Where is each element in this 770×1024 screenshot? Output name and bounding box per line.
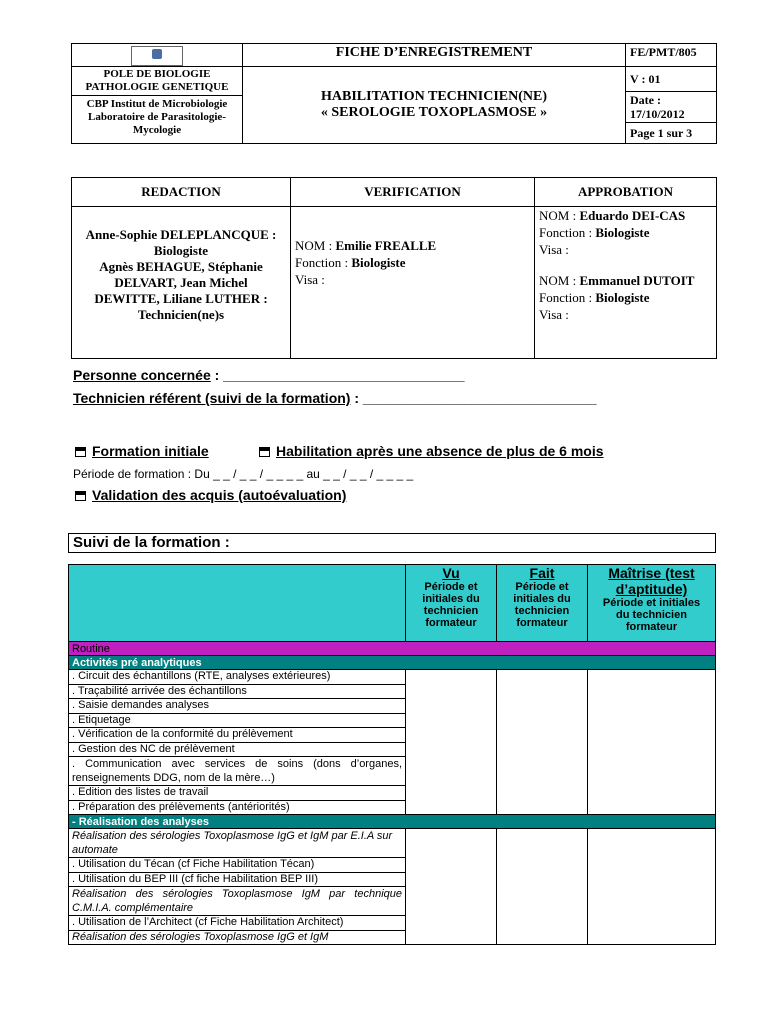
appr1-nom: NOM : Eduardo DEI-CAS [539, 208, 686, 223]
maitrise-cell[interactable] [588, 829, 716, 945]
header-blank-cell [69, 565, 406, 642]
date-label: Date : [630, 93, 661, 107]
approval-table [71, 177, 717, 359]
personne-blank: : _______________________________ [210, 367, 465, 383]
habilitation-absence-label: Habilitation après une absence de plus de 6 mois [276, 443, 604, 459]
lab-line3: Mycologie [132, 124, 182, 136]
suivi-title: Suivi de la formation : [68, 533, 716, 553]
validation-acquis-option[interactable] [75, 487, 346, 503]
vu-cell[interactable] [406, 670, 497, 815]
list-item: . Utilisation du BEP III (cf fiche Habilitation BEP III) [69, 873, 405, 888]
title-cell [243, 67, 626, 144]
redaction-line1: Anne-Sophie DELEPLANCQUE : [85, 227, 277, 242]
list-item: . Edition des listes de travail [69, 786, 405, 801]
follow-up-table [68, 564, 716, 945]
list-item: Réalisation des sérologies Toxoplasmose IgM par technique C.M.I.A. complémentaire [69, 887, 405, 916]
list-item: . Gestion des NC de prélèvement [69, 743, 405, 758]
header-table [71, 43, 717, 144]
approbation-cell [535, 207, 717, 359]
list-item: . Préparation des prélèvements (antériorités) [72, 800, 290, 813]
verif-nom: NOM : Emilie FREALLE [295, 238, 437, 253]
pre-items-cell [69, 670, 406, 815]
doc-ref: FE/PMT/805 [626, 44, 717, 67]
hospital-logo [131, 46, 183, 66]
org-line2: PATHOLOGIE GENETIQUE [72, 81, 242, 96]
list-item: . Saisie demandes analyses [69, 699, 405, 714]
list-item: . Utilisation de l’Architect (cf Fiche Habilitation Architect) [69, 916, 405, 931]
verif-visa: Visa : [295, 272, 325, 287]
logo-cell [72, 44, 243, 67]
checkbox-icon[interactable] [259, 447, 270, 457]
organisation-cell [72, 67, 243, 144]
technicien-referent-field[interactable] [73, 390, 597, 406]
redaction-cell [72, 207, 291, 359]
validation-acquis-label: Validation des acquis (autoévaluation) [92, 487, 347, 503]
col-approbation: APPROBATION [535, 178, 717, 207]
list-item: . Utilisation du Técan (cf Fiche Habilitation Técan) [69, 858, 405, 873]
col-vu: Vu Période et initiales du technicien formateur [406, 565, 497, 642]
col-fait: Fait Période et initiales du technicien formateur [497, 565, 588, 642]
appr2-fonction: Fonction : Biologiste [539, 290, 650, 305]
col-redaction: REDACTION [72, 178, 291, 207]
personne-concernee-field[interactable] [73, 367, 465, 383]
maitrise-cell[interactable] [588, 670, 716, 815]
org-line1: POLE DE BIOLOGIE [103, 68, 211, 80]
list-item: . Traçabilité arrivée des échantillons [69, 685, 405, 700]
appr1-visa: Visa : [539, 242, 569, 257]
list-item: . Communication avec services de soins (dons d’organes, renseignements DDG, nom de la mère…) [69, 757, 405, 786]
redaction-line6: Technicien(ne)s [137, 307, 225, 322]
periode-formation[interactable]: Période de formation : Du _ _ / _ _ / _ _ _ _ au _ _ / _ _ / _ _ _ _ [73, 467, 414, 481]
formation-initiale-option[interactable] [75, 443, 209, 459]
list-item: Réalisation des sérologies Toxoplasmose IgG et IgM [72, 930, 329, 943]
list-item: . Circuit des échantillons (RTE, analyses extérieures) [69, 670, 405, 685]
doc-type: FICHE D’ENREGISTREMENT [243, 44, 626, 67]
title-line1: HABILITATION TECHNICIEN(NE) [321, 89, 547, 104]
list-item: . Vérification de la conformité du prélèvement [69, 728, 405, 743]
vu-cell[interactable] [406, 829, 497, 945]
appr1-fonction: Fonction : Biologiste [539, 225, 650, 240]
list-item: Réalisation des sérologies Toxoplasmose IgG et IgM par E.I.A sur automate [69, 829, 405, 858]
fait-cell[interactable] [497, 829, 588, 945]
referent-blank: : ______________________________ [350, 390, 597, 406]
appr2-nom: NOM : Emmanuel DUTOIT [539, 273, 695, 288]
version: V : 01 [626, 67, 717, 92]
redaction-line2: Biologiste [153, 243, 209, 258]
realisation-row: - Réalisation des analyses [69, 815, 716, 829]
lab-line1: CBP Institut de Microbiologie [86, 98, 228, 110]
routine-row: Routine [69, 642, 716, 656]
verif-fonction: Fonction : Biologiste [295, 255, 406, 270]
date-cell [626, 92, 717, 123]
lab-line2: Laboratoire de Parasitologie- [88, 111, 226, 123]
title-line2: « SEROLOGIE TOXOPLASMOSE » [320, 105, 548, 120]
habilitation-absence-option[interactable] [259, 443, 604, 459]
redaction-line5: DEWITTE, Liliane LUTHER : [94, 291, 268, 306]
referent-label: Technicien référent (suivi de la formation) [73, 390, 351, 406]
pre-analytiques-row: Activités pré analytiques [69, 656, 716, 670]
personne-label: Personne concernée [73, 367, 211, 383]
checkbox-icon[interactable] [75, 491, 86, 501]
col-verification: VERIFICATION [291, 178, 535, 207]
redaction-line4: DELVART, Jean Michel [114, 275, 248, 290]
col-maitrise: Maîtrise (test d’aptitude) Période et initiales du technicien formateur [588, 565, 716, 642]
real-items-cell [69, 829, 406, 945]
fait-cell[interactable] [497, 670, 588, 815]
redaction-line3: Agnès BEHAGUE, Stéphanie [99, 259, 263, 274]
list-item: . Etiquetage [69, 714, 405, 729]
formation-initiale-label: Formation initiale [92, 443, 209, 459]
date-value: 17/10/2012 [630, 107, 685, 121]
checkbox-icon[interactable] [75, 447, 86, 457]
appr2-visa: Visa : [539, 307, 569, 322]
page-number: Page 1 sur 3 [626, 123, 717, 144]
verification-cell [291, 207, 535, 359]
